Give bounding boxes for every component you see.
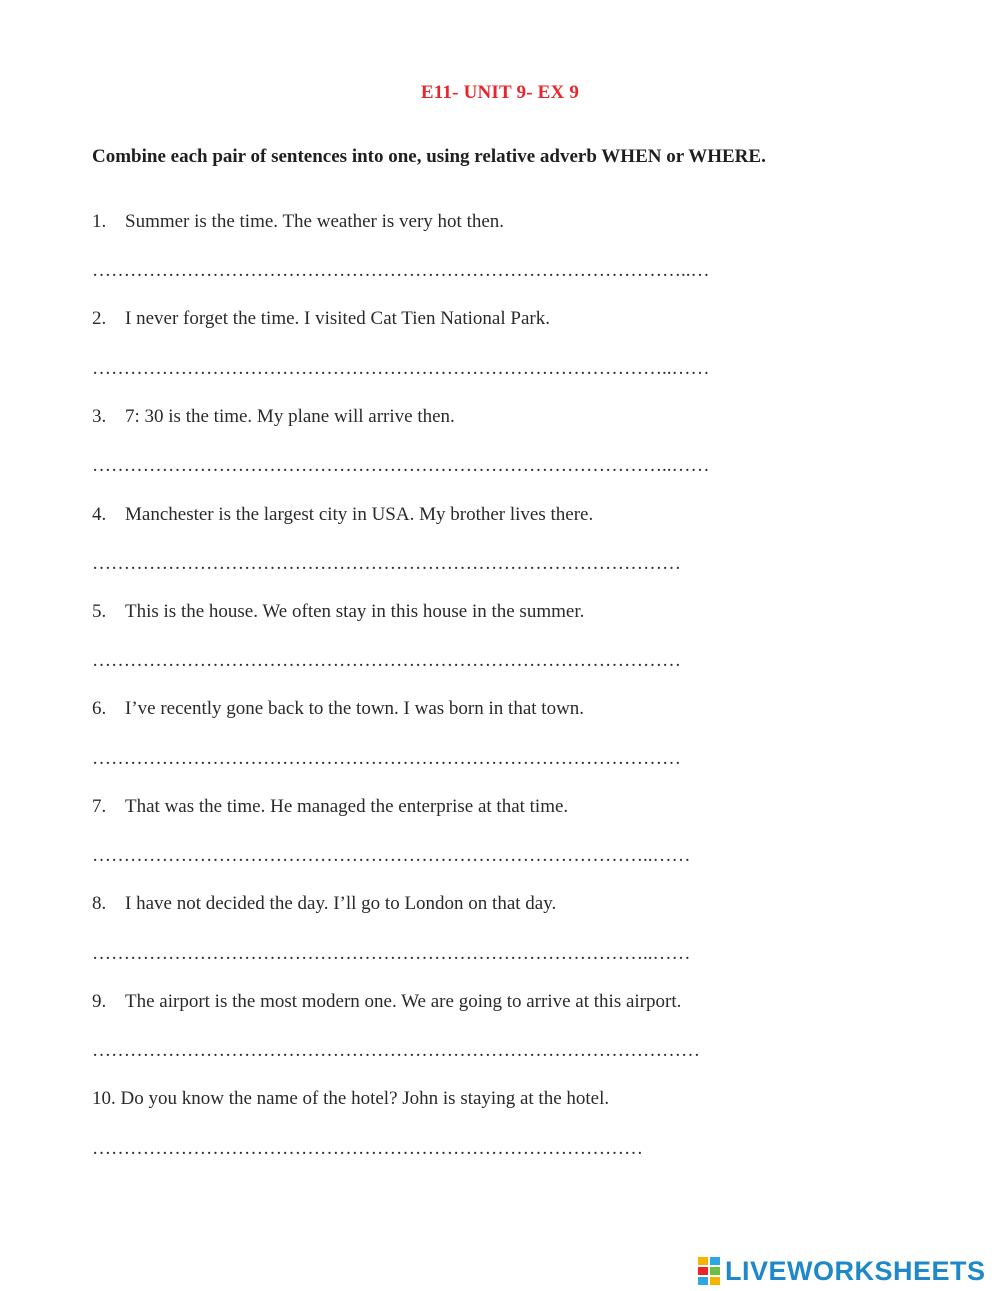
question-number: 4. (92, 504, 107, 525)
question-text: That was the time. He managed the enterprise at that time. (125, 796, 569, 817)
question-text: The airport is the most modern one. We are going to arrive at this airport. (125, 991, 682, 1012)
question-8 (92, 893, 556, 915)
worksheet-title: E11- UNIT 9- EX 9 (420, 82, 580, 103)
question-number: 10. (92, 1088, 116, 1109)
question-6 (92, 698, 584, 720)
question-text: 7: 30 is the time. My plane will arrive then. (125, 406, 455, 427)
question-number: 2. (92, 308, 107, 329)
question-10 (92, 1088, 609, 1110)
question-text: This is the house. We often stay in this house in the summer. (125, 601, 585, 622)
liveworksheets-logo (698, 1253, 986, 1289)
answer-line-9[interactable]: …………………………………………………………………………………… (92, 1040, 700, 1061)
question-text: I’ve recently gone back to the town. I was born in that town. (125, 698, 585, 719)
question-2 (92, 308, 550, 330)
question-9 (92, 991, 681, 1013)
answer-line-2[interactable]: ………………………………………………………………………………..…… (92, 358, 710, 379)
question-4 (92, 504, 593, 526)
question-number: 8. (92, 893, 107, 914)
question-number: 3. (92, 406, 107, 427)
question-text: I have not decided the day. I’ll go to London on that day. (125, 893, 557, 914)
question-1 (92, 211, 504, 233)
answer-line-1[interactable]: …………………………………………………………………………………..… (92, 260, 710, 281)
question-7 (92, 796, 568, 818)
question-number: 6. (92, 698, 107, 719)
question-number: 9. (92, 991, 107, 1012)
answer-line-4[interactable]: ………………………………………………………………………………… (92, 553, 681, 574)
instruction-text: Combine each pair of sentences into one, using relative adverb WHEN or WHERE. (92, 146, 766, 167)
answer-line-8[interactable]: ……………………………………………………………………………..…… (92, 943, 691, 964)
liveworksheets-logo-icon (698, 1257, 722, 1285)
question-number: 5. (92, 601, 107, 622)
question-text: Do you know the name of the hotel? John is staying at the hotel. (120, 1088, 610, 1109)
question-3 (92, 406, 455, 428)
answer-line-10[interactable]: …………………………………………………………………………… (92, 1138, 643, 1159)
answer-line-5[interactable]: ………………………………………………………………………………… (92, 650, 681, 671)
answer-line-6[interactable]: ………………………………………………………………………………… (92, 748, 681, 769)
question-text: Summer is the time. The weather is very hot then. (125, 211, 505, 232)
question-5 (92, 601, 584, 623)
answer-line-7[interactable]: ……………………………………………………………………………..…… (92, 845, 691, 866)
answer-line-3[interactable]: ………………………………………………………………………………..…… (92, 455, 710, 476)
question-number: 7. (92, 796, 107, 817)
liveworksheets-logo-text: LIVEWORKSHEETS (725, 1255, 986, 1286)
question-text: Manchester is the largest city in USA. My brother lives there. (125, 504, 594, 525)
question-text: I never forget the time. I visited Cat Tien National Park. (125, 308, 550, 329)
question-number: 1. (92, 211, 107, 232)
